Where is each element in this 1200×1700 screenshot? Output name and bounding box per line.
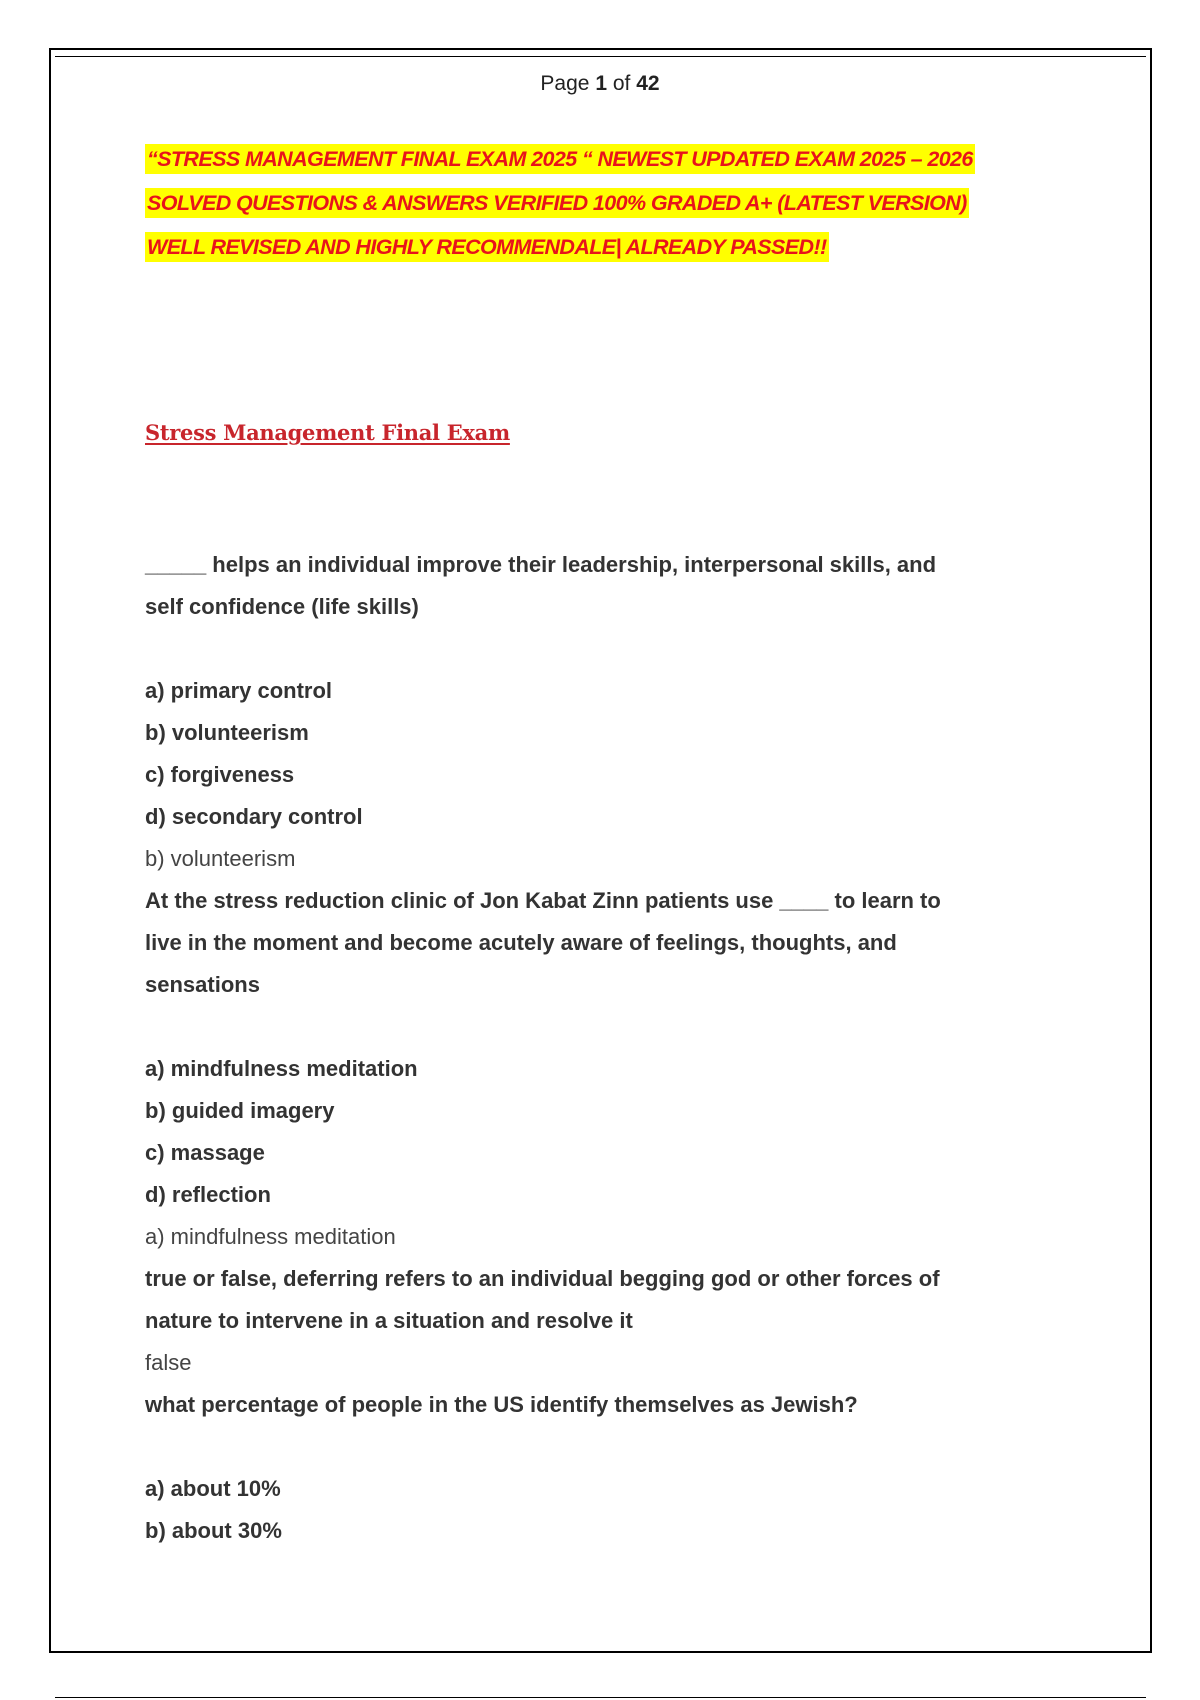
question-2-line-3: sensations — [145, 972, 260, 997]
question-1-line-1: _____ helps an individual improve their leadership, interpersonal skills, and — [145, 552, 937, 577]
question-4-option-b: b) about 30% — [145, 1518, 282, 1543]
question-3-line-2: nature to intervene in a situation and resolve it — [145, 1308, 633, 1333]
question-1-option-a: a) primary control — [145, 678, 333, 703]
question-3-line-1: true or false, deferring refers to an individual begging god or other forces of — [145, 1266, 940, 1291]
question-1-answer: b) volunteerism — [145, 846, 296, 871]
page-current: 1 — [595, 72, 607, 95]
question-1-option-d: d) secondary control — [145, 804, 363, 829]
question-2-answer: a) mindfulness meditation — [145, 1224, 396, 1249]
question-2-line-2: live in the moment and become acutely aware of feelings, thoughts, and — [145, 930, 897, 955]
question-2-option-b: b) guided imagery — [145, 1098, 335, 1123]
question-3-answer: false — [145, 1350, 192, 1375]
banner-line-2: SOLVED QUESTIONS & ANSWERS VERIFIED 100% GRADED A+ (LATEST VERSION) — [145, 188, 969, 218]
banner-line-1: “STRESS MANAGEMENT FINAL EXAM 2025 “ NEWEST UPDATED EXAM 2025 – 2026 — [145, 144, 975, 174]
question-2-option-d: d) reflection — [145, 1182, 271, 1207]
question-1-option-c: c) forgiveness — [145, 762, 295, 787]
page-total: 42 — [636, 72, 660, 95]
question-2-option-c: c) massage — [145, 1140, 265, 1165]
banner-line-3: WELL REVISED AND HIGHLY RECOMMENDALE| ALREADY PASSED!! — [145, 232, 829, 262]
question-4-line-1: what percentage of people in the US identify themselves as Jewish? — [145, 1392, 858, 1417]
question-4-option-a: a) about 10% — [145, 1476, 281, 1501]
header-rule — [55, 56, 1146, 57]
question-1-option-b: b) volunteerism — [145, 720, 309, 745]
exam-banner — [145, 144, 1065, 276]
exam-content — [145, 544, 1045, 1552]
question-2-option-a: a) mindfulness meditation — [145, 1056, 418, 1081]
document-title: Stress Management Final Exam — [145, 420, 510, 445]
footer-rule — [55, 1697, 1146, 1698]
page-number — [0, 72, 1200, 96]
page-of: of — [612, 72, 631, 95]
question-2-line-1: At the stress reduction clinic of Jon Kabat Zinn patients use ____ to learn to — [145, 888, 941, 913]
question-1-line-2: self confidence (life skills) — [145, 594, 419, 619]
page-word: Page — [540, 72, 590, 95]
